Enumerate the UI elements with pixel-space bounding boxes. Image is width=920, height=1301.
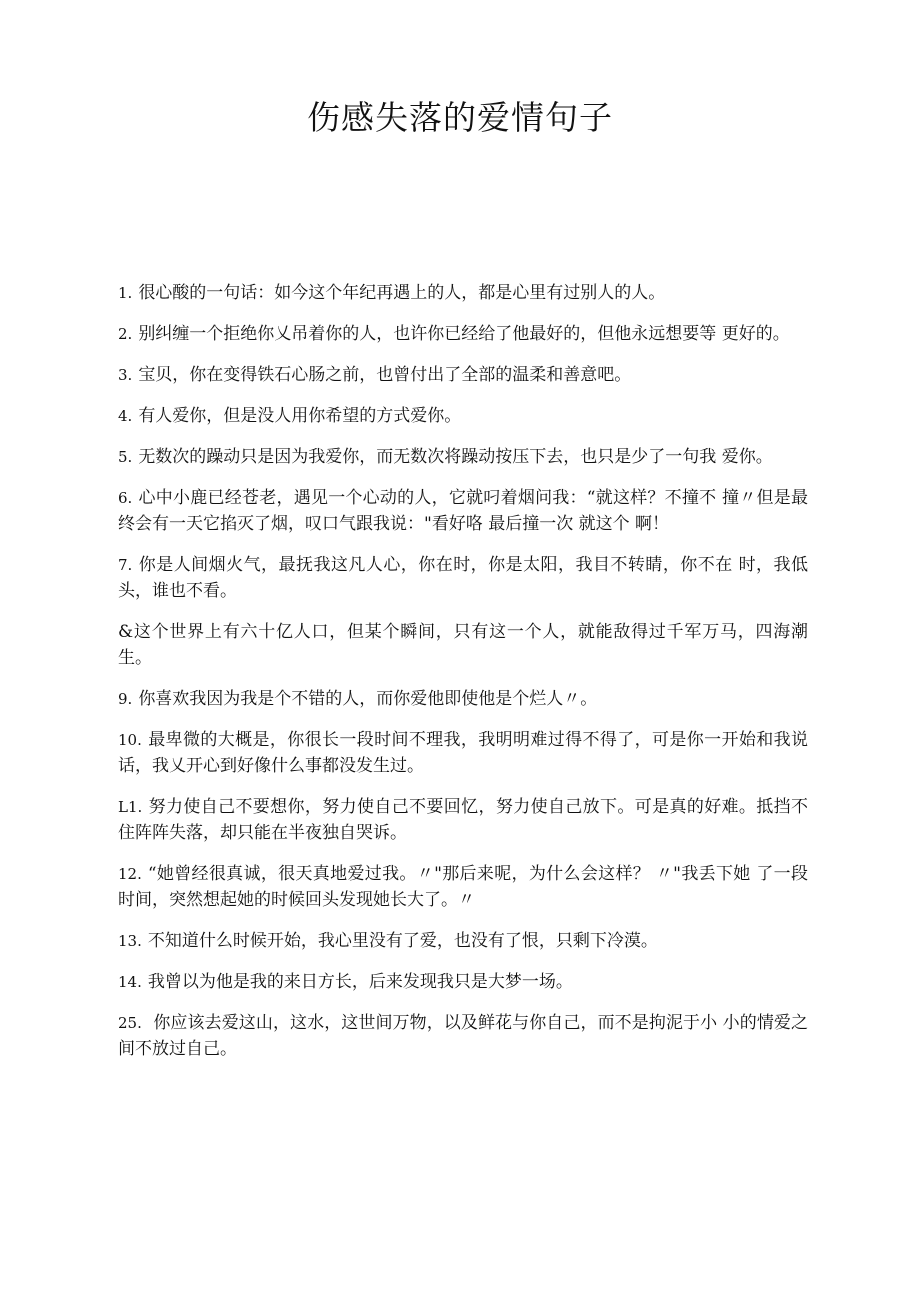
- list-item: [118, 794, 808, 846]
- list-item: [118, 686, 808, 712]
- item-number: 2.: [118, 325, 133, 343]
- item-number: 6.: [118, 489, 133, 507]
- item-text: 有人爱你，但是没人用你希望的方式爱你。: [138, 406, 462, 426]
- item-number: 1.: [118, 284, 133, 302]
- item-number: 12.: [118, 865, 142, 883]
- document-title: 伤感失落的爱情句子: [307, 98, 613, 137]
- item-text: 很心酸的一句话：如今这个年纪再遇上的人，都是心里有过别人的人。: [138, 283, 666, 303]
- list-item: [118, 619, 808, 671]
- item-text: 宝贝，你在变得铁石心肠之前，也曾付出了全部的温柔和善意吧。: [138, 365, 632, 385]
- list-item: [118, 928, 808, 954]
- list-item: [118, 280, 808, 306]
- item-text: 努力使自己不要想你，努力使自己不要回忆，努力使自己放下。可是真的好难。抵挡不住阵阵失落，却只能在半夜独自哭诉。: [118, 797, 808, 843]
- list-item: [118, 362, 808, 388]
- list-item: [118, 727, 808, 779]
- list-item: [118, 444, 808, 470]
- item-text: “她曾经很真诚，很天真地爱过我。〃"那后来呢，为什么会这样？ 〃"我丢下她 了一段时间，突然想起她的时候回头发现她长大了。〃: [118, 864, 808, 910]
- item-number: 3.: [118, 366, 133, 384]
- list-item: [118, 403, 808, 429]
- item-number: 4.: [118, 407, 133, 425]
- list-item: [118, 321, 808, 347]
- quote-list: [118, 280, 808, 1077]
- item-number: 7.: [118, 556, 133, 574]
- item-text: 你喜欢我因为我是个不错的人，而你爱他即使他是个烂人〃。: [138, 689, 598, 709]
- list-item: [118, 861, 808, 913]
- item-number: 14.: [118, 973, 142, 991]
- list-item: [118, 552, 808, 604]
- item-text: 别纠缠一个拒绝你乂吊着你的人，也许你已经给了他最好的，但他永远想要等 更好的。: [138, 324, 790, 344]
- item-text: 你是人间烟火气，最抚我这凡人心，你在时，你是太阳，我目不转睛，你不在 时，我低头，谁也不看。: [118, 555, 808, 601]
- item-text: 不知道什么时候开始，我心里没有了爱，也没有了恨，只剩下冷漠。: [147, 931, 658, 951]
- item-number: 13.: [118, 932, 142, 950]
- item-number: L1.: [118, 798, 143, 816]
- item-number: 10.: [118, 731, 142, 749]
- item-number: 25.: [118, 1014, 142, 1032]
- item-number: 5.: [118, 448, 133, 466]
- item-text: &这个世界上有六十亿人口，但某个瞬间，只有这一个人，就能敌得过千军万马，四海潮生。: [118, 622, 808, 668]
- item-text: 你应该去爱这山，这水，这世间万物，以及鲜花与你自己，而不是拘泥于小 小的情爱之间不放过自己。: [118, 1013, 808, 1059]
- item-text: 我曾以为他是我的来日方长，后来发现我只是大梦一场。: [147, 972, 573, 992]
- list-item: [118, 1010, 808, 1062]
- item-text: 无数次的躁动只是因为我爱你，而无数次将躁动按压下去，也只是少了一句我 爱你。: [138, 447, 773, 467]
- list-item: [118, 485, 808, 537]
- item-text: 心中小鹿已经苍老，遇见一个心动的人，它就叼着烟问我：“就这样？不撞不 撞〃但是最终会有一天它掐灭了烟，叹口气跟我说："看好咯 最后撞一次 就这个 啊！: [118, 488, 808, 534]
- item-text: 最卑微的大概是，你很长一段时间不理我，我明明难过得不得了，可是你一开始和我说话，我乂开心到好像什么事都没发生过。: [118, 730, 808, 776]
- list-item: [118, 969, 808, 995]
- item-number: 9.: [118, 690, 133, 708]
